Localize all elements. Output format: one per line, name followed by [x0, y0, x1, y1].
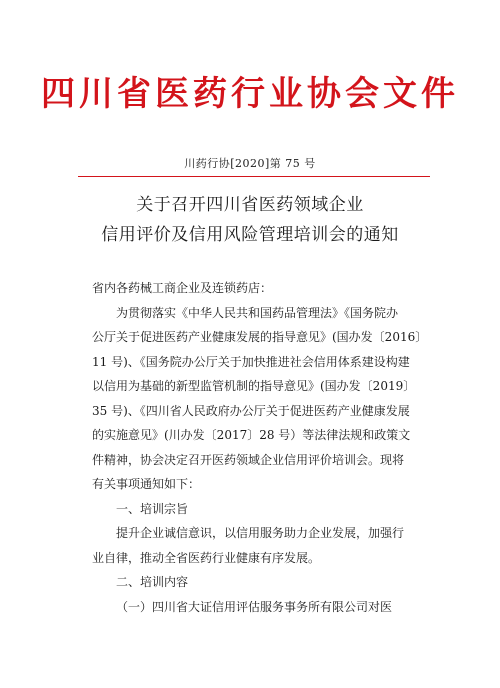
section-line: （一）四川省大证信用评估服务事务所有限公司对医 [116, 599, 393, 614]
section-heading-2: 二、培训内容 [116, 575, 189, 589]
paragraph-line: 以信用为基础的新型监管机制的指导意见》(国办发〔2019〕 [92, 379, 416, 393]
subject-line-1: 关于召开四川省医药领域企业 [136, 195, 364, 215]
paragraph-1 [92, 301, 452, 497]
notice-subject [0, 190, 500, 250]
paragraph-line: 为贯彻落实《中华人民共和国药品管理法》《国务院办 [116, 305, 399, 320]
paragraph-line: 的实施意见》(川办发〔2017〕28 号）等法律法规和政策文 [92, 428, 411, 442]
header-divider [78, 176, 430, 177]
paragraph-line: 35 号)、《四川省人民政府办公厅关于促进医药产业健康发展 [92, 403, 410, 418]
section-line: 提升企业诚信意识，以信用服务助力企业发展，加强行 [116, 526, 405, 540]
section-heading-1: 一、培训宗旨 [116, 501, 189, 516]
salutation: 省内各药械工商企业及连锁药店： [92, 281, 273, 295]
section-line: 业自律，推动全省医药行业健康有序发展。 [92, 550, 321, 565]
notice-body [92, 276, 452, 619]
document-header-title: 四川省医药行业协会文件 [41, 74, 459, 114]
paragraph-line: 11 号)、《国务院办公厅关于加快推进社会信用体系建设构建 [92, 354, 410, 369]
paragraph-line: 公厅关于促进医药产业健康发展的指导意见》(国办发〔2016〕 [92, 330, 428, 344]
paragraph-line: 有关事项通知如下： [92, 477, 201, 491]
paragraph-line: 件精神，协会决定召开医药领域企业信用评价培训会。现将 [92, 452, 405, 467]
document-number: 川药行协[2020]第 75 号 [184, 157, 316, 170]
subject-line-2: 信用评价及信用风险管理培训会的通知 [101, 225, 399, 245]
